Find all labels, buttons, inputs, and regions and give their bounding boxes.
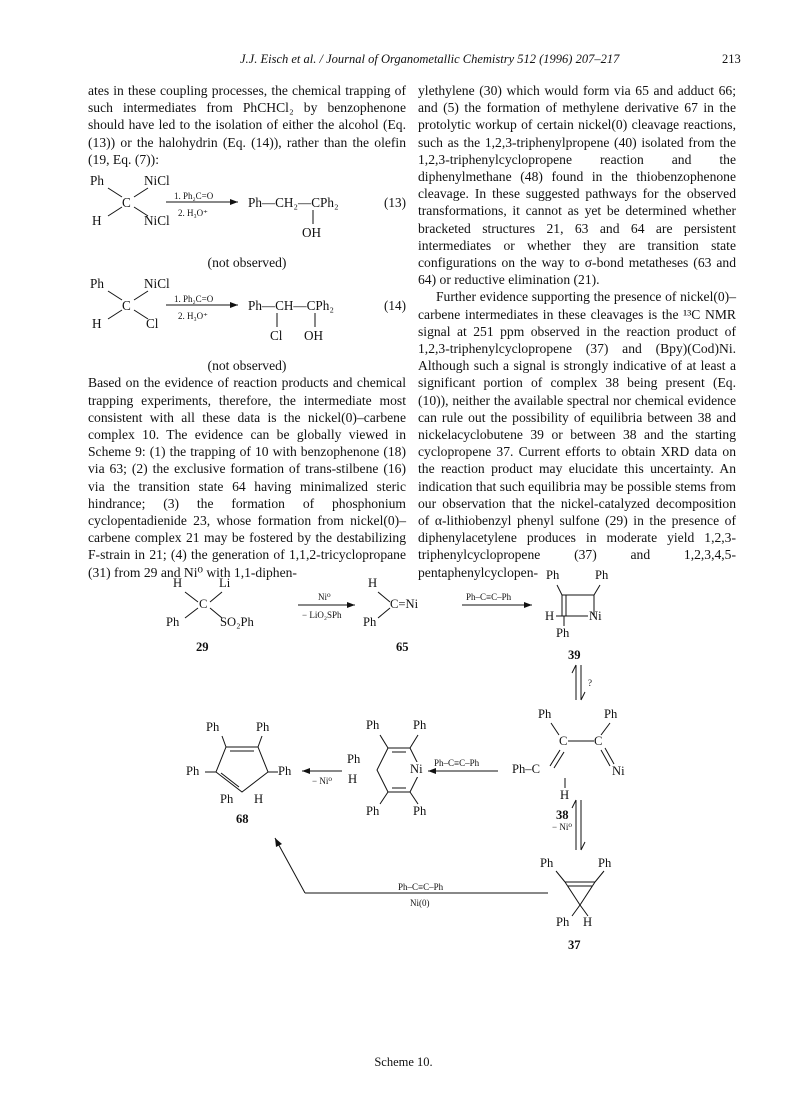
ph-label: Ph — [604, 707, 618, 721]
scheme-caption: Scheme 10. — [374, 1055, 433, 1069]
hydrogen-label: H — [173, 576, 183, 590]
equilibrium-question: ? — [588, 678, 592, 688]
right-column — [418, 82, 736, 581]
arrow-reagent: Ph–C≡C–Ph — [398, 882, 444, 892]
nicl-label: NiCl — [144, 213, 170, 229]
page-number: 213 — [722, 52, 741, 66]
hydrogen-label: H — [254, 792, 264, 806]
ph-label: Ph — [413, 804, 427, 818]
compound-38-label: 38 — [556, 808, 569, 822]
ph-label: Ph — [347, 752, 361, 766]
ph-label: Ph — [186, 764, 200, 778]
ph-label: Ph — [546, 568, 560, 582]
carbon-label: C — [594, 734, 603, 748]
paragraph: Further evidence supporting the presence of nickel(0)–carbene intermediates in these cleavages is the ¹³C NMR signal at 251 ppm observed in the reaction product of 1,2,3-triphenylcyclopropene (37) and (Bpy)(Cod)Ni. Although such a signal is strongly indicative of at least a significant portion of complex 38 being present (Eq. (10)), neither the available spectral nor chemical evidence can rule out the possibility of equilibria between 38 and nickelacyclobutene 39 or between 38 and the starting cyclopropene 37. Current efforts to obtain XRD data on the reaction product may elucidate this uncertainty. An indication that such equilibria may be possible stems from our observation that the nickel-catalyzed decomposition of α-lithiobenzyl phenyl sulfone (29) in the presence of diphenylacetylene produces in moderate yield 1,2,3-triphenylcyclopropene (37) and 1,2,3,4,5-pentaphenylcyclopen- — [418, 289, 736, 580]
ph-label: Ph — [366, 804, 380, 818]
carbon-label: C — [199, 597, 208, 611]
nickel-label: Ni — [410, 762, 423, 776]
scheme-10 — [0, 560, 807, 1040]
ph-label: Ph — [166, 615, 180, 629]
hydroxyl-label: OH — [302, 225, 322, 241]
ph-label: Ph — [363, 615, 377, 629]
running-header — [0, 52, 807, 72]
nicl-label: NiCl — [144, 276, 170, 292]
left-column — [88, 82, 406, 581]
phenyl-carbon-label: Ph–C — [512, 762, 540, 776]
reaction-condition: 2. H₃O⁺ — [178, 311, 208, 322]
paragraph: ates in these coupling processes, the chemical trapping of such intermediates from PhCHCl₂ by benzophenone should have led to the isolation of either the alcohol (Eq. (13)) or the halohydrin (Eq. (14)), rather than the olefin (19, Eq. (7)): — [88, 83, 406, 167]
paragraph: Based on the evidence of reaction products and chemical trapping experiments, therefore, the intermediate most consistent with all these data is the nickel(0)–carbene complex 10. The evidence can be globally viewed in Scheme 9: (1) the trapping of 10 with benzophenone (18) via 63; (2) the exclusive formation of trans-stilbene (16) via the transition state 64 having minimalized steric hindrance; (3) the formation of phosphonium cyclopentadienide 23, whose formation from nickel(0)–carbene complex 21 may be fostered by the destabilizing F-strain in 21; (4) the generation of 1,1,2-tricyclopropane (31) from 29 and Ni⁰ with 1,1-diphen- — [88, 375, 406, 580]
arrow-byproduct: − LiO₂SPh — [302, 610, 342, 620]
hydrogen-label: H — [348, 772, 358, 786]
scheme-bonds — [0, 560, 807, 1040]
hydrogen-label: H — [92, 316, 102, 332]
ph-label: Ph — [556, 915, 570, 929]
arrow-reagent: Ni⁰ — [318, 592, 331, 602]
ph-label: Ph — [366, 718, 380, 732]
hydrogen-label: H — [545, 609, 555, 623]
ph-label: Ph — [206, 720, 220, 734]
reaction-condition: 1. Ph₂C=O — [174, 191, 214, 202]
arrow-catalyst: Ni(0) — [410, 898, 430, 908]
carbon-label: C — [559, 734, 568, 748]
hydrogen-label: H — [583, 915, 593, 929]
equation-14-bonds — [88, 275, 406, 355]
compound-29-label: 29 — [196, 640, 209, 654]
ph-label: Ph — [595, 568, 609, 582]
arrow-reagent: Ph–C≡C–Ph — [434, 758, 480, 768]
product-formula: Ph—CH₂—CPh₂ — [248, 195, 339, 211]
ph-label: Ph — [220, 792, 234, 806]
hydrogen-label: H — [368, 576, 378, 590]
ph-label: Ph — [90, 276, 104, 292]
compound-37-label: 37 — [568, 938, 581, 952]
hydrogen-label: H — [560, 788, 570, 802]
equation-13 — [88, 172, 406, 252]
equilibrium-label: − Ni⁰ — [552, 822, 572, 832]
compound-39-label: 39 — [568, 648, 581, 662]
nickel-label: Ni — [589, 609, 602, 623]
carbon-label: C — [122, 298, 131, 314]
compound-68-label: 68 — [236, 812, 249, 826]
not-observed-note: (not observed) — [207, 255, 287, 271]
arrow-reagent: Ph–C≡C–Ph — [466, 592, 512, 602]
paragraph: ylethylene (30) which would form via 65 and adduct 66; and (5) the formation of methylene derivative 67 in the protolytic workup of certain nickel(0) cleavage reactions, such as the 1,2,3-triphenylpropene (40) isolated from the 1,2,3-triphenylcyclopropene reaction and the diphenylmethane (48) found in the thiobenzophenone cleavage. In these suggested pathways for the observed transformations, it cannot as yet be determined whether bracketed structures 21, 63 and 64 are persistent intermediates or whether they are transition state configurations on the way to σ-bond metatheses (63 and 64) or reductive elimination (21). — [418, 83, 736, 288]
arrow-byproduct: − Ni⁰ — [312, 776, 332, 786]
reaction-condition: 1. Ph₂C=O — [174, 294, 214, 305]
nicl-label: NiCl — [144, 173, 170, 189]
ph-label: Ph — [256, 720, 270, 734]
equation-14 — [88, 275, 406, 355]
ph-label: Ph — [538, 707, 552, 721]
ph-label: Ph — [90, 173, 104, 189]
phenylsulfonyl-label: SO₂Ph — [220, 615, 254, 629]
equation-number: (13) — [384, 195, 406, 211]
running-head: J.J. Eisch et al. / Journal of Organometallic Chemistry 512 (1996) 207–217 — [240, 52, 620, 66]
ph-label: Ph — [598, 856, 612, 870]
not-observed-note: (not observed) — [207, 358, 287, 374]
lithium-label: Li — [219, 576, 231, 590]
ph-label: Ph — [556, 626, 570, 640]
chlorine-label: Cl — [270, 328, 283, 344]
ph-label: Ph — [278, 764, 292, 778]
equation-number: (14) — [384, 298, 406, 314]
compound-65-label: 65 — [396, 640, 409, 654]
hydrogen-label: H — [92, 213, 102, 229]
equation-13-bonds — [88, 172, 406, 252]
product-formula: Ph—CH—CPh₂ — [248, 298, 334, 314]
chlorine-label: Cl — [146, 316, 159, 332]
nickel-label: Ni — [612, 764, 625, 778]
reaction-condition: 2. H₃O⁺ — [178, 208, 208, 219]
carbene-label: C=Ni — [390, 597, 419, 611]
ph-label: Ph — [540, 856, 554, 870]
ph-label: Ph — [413, 718, 427, 732]
hydroxyl-label: OH — [304, 328, 324, 344]
carbon-label: C — [122, 195, 131, 211]
